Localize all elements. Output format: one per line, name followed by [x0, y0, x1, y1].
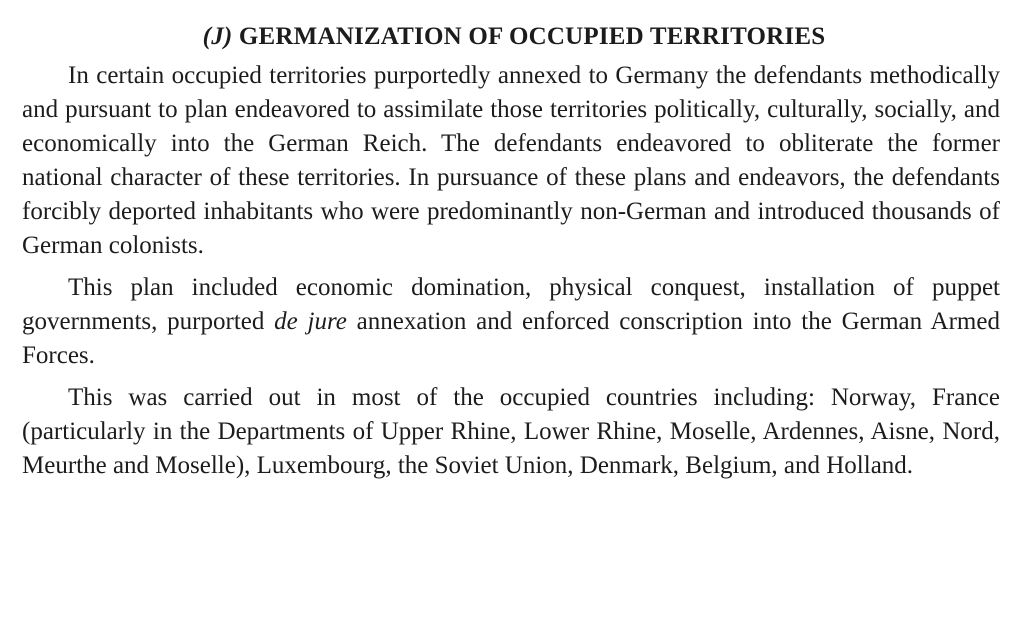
section-label: (J)	[202, 23, 233, 50]
paragraph-3: This was carried out in most of the occupied countries including: Norway, France (particularly in the Departments of Upper Rhine, Lower Rhine, Moselle, Ardennes, Aisne, Nord, Meurthe and Moselle), Luxembourg, the Soviet Union, Denmark, Belgium, and Holland.	[22, 384, 1000, 479]
paragraph-2-text-after: annexation and enforced conscription into the German Armed Forces.	[22, 308, 1000, 369]
paragraph-2-text-before: This plan included economic domination, physical conquest, installation of puppet governments, purported	[22, 274, 1000, 335]
paragraph-2	[22, 271, 1000, 373]
paragraph-1: In certain occupied territories purportedly annexed to Germany the defendants methodically and pursuant to plan endeavored to assimilate those territories politically, culturally, socially, and economically into the German Reich. The defendants endeavored to obliterate the former national character of these territories. In pursuance of these plans and endeavors, the defendants forcibly deported inhabitants who were predominantly non-German and introduced thousands of German colonists.	[22, 62, 1000, 259]
section-title: GERMANIZATION OF OCCUPIED TERRITORIES	[238, 23, 826, 50]
document-page	[22, 20, 1000, 491]
paragraph-2-italic: de jure	[274, 308, 347, 335]
section-heading	[22, 20, 1000, 54]
